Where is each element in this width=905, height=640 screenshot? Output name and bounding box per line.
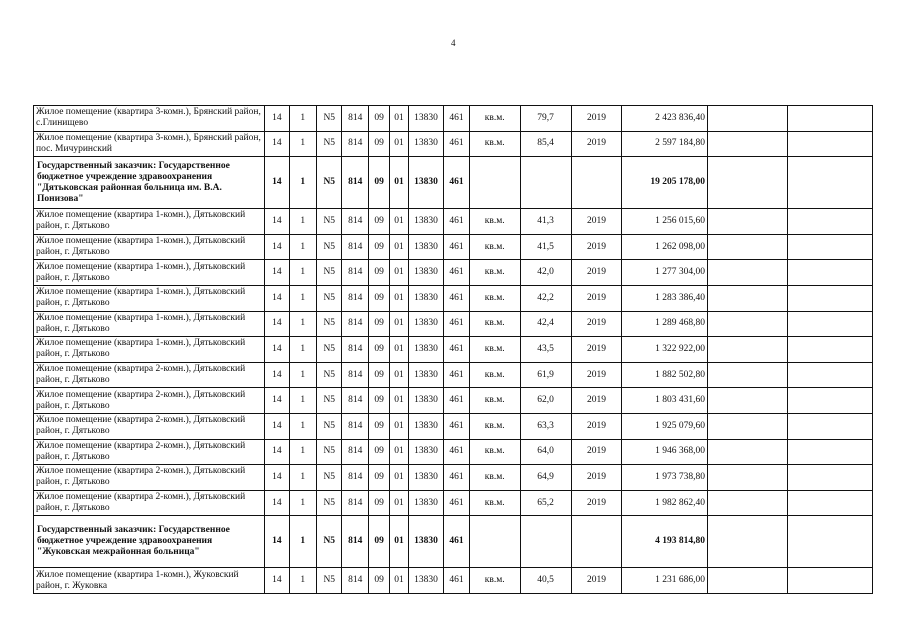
code-cell: 01	[390, 568, 408, 594]
code-cell: 14	[265, 490, 289, 516]
code-cell: 461	[444, 568, 469, 594]
year-cell: 2019	[571, 209, 622, 235]
empty-cell	[788, 465, 873, 491]
code-cell: 01	[390, 106, 408, 132]
code-cell: 461	[444, 388, 469, 414]
code-cell: 01	[390, 209, 408, 235]
empty-cell	[707, 439, 787, 465]
code-cell: 13830	[408, 362, 444, 388]
code-cell: 13830	[408, 209, 444, 235]
empty-cell	[707, 362, 787, 388]
code-cell: 1	[289, 234, 316, 260]
code-cell: 09	[368, 465, 389, 491]
table-row	[34, 465, 873, 491]
code-cell: 1	[289, 490, 316, 516]
code-cell: 461	[444, 131, 469, 157]
area-cell: 63,3	[520, 413, 571, 439]
empty-cell	[788, 234, 873, 260]
amount-cell: 19 205 178,00	[622, 157, 708, 209]
code-cell: 01	[390, 311, 408, 337]
amount-cell: 2 597 184,80	[622, 131, 708, 157]
amount-cell: 1 322 922,00	[622, 337, 708, 363]
table-row	[34, 209, 873, 235]
code-cell: 1	[289, 131, 316, 157]
row-description: Жилое помещение (квартира 1-комн.), Жуковский район, г. Жуковка	[34, 568, 265, 594]
code-cell: 09	[368, 568, 389, 594]
code-cell: 1	[289, 337, 316, 363]
empty-cell	[788, 413, 873, 439]
code-cell: 814	[342, 337, 368, 363]
code-cell: N5	[317, 568, 342, 594]
code-cell: 09	[368, 516, 389, 568]
amount-cell: 2 423 836,40	[622, 106, 708, 132]
code-cell: 13830	[408, 285, 444, 311]
code-cell: 01	[390, 490, 408, 516]
code-cell: 1	[289, 388, 316, 414]
empty-cell	[788, 439, 873, 465]
code-cell: 13830	[408, 490, 444, 516]
code-cell: 814	[342, 209, 368, 235]
code-cell: 09	[368, 311, 389, 337]
code-cell: 01	[390, 131, 408, 157]
unit-cell: кв.м.	[469, 490, 520, 516]
code-cell: 14	[265, 285, 289, 311]
area-cell	[520, 157, 571, 209]
unit-cell: кв.м.	[469, 465, 520, 491]
empty-cell	[707, 465, 787, 491]
code-cell: 09	[368, 439, 389, 465]
table-row	[34, 388, 873, 414]
code-cell: 01	[390, 157, 408, 209]
code-cell: 14	[265, 131, 289, 157]
code-cell: 814	[342, 490, 368, 516]
unit-cell: кв.м.	[469, 388, 520, 414]
code-cell: 09	[368, 337, 389, 363]
table-row	[34, 362, 873, 388]
row-description: Жилое помещение (квартира 1-комн.), Дятьковский район, г. Дятьково	[34, 285, 265, 311]
code-cell: 14	[265, 311, 289, 337]
code-cell: 1	[289, 260, 316, 286]
page-number: 4	[451, 38, 456, 48]
code-cell: 14	[265, 388, 289, 414]
row-description: Жилое помещение (квартира 3-комн.), Брянский район, пос. Мичуринский	[34, 131, 265, 157]
code-cell: 814	[342, 311, 368, 337]
area-cell: 61,9	[520, 362, 571, 388]
code-cell: 01	[390, 413, 408, 439]
code-cell: 13830	[408, 234, 444, 260]
code-cell: 01	[390, 439, 408, 465]
empty-cell	[788, 388, 873, 414]
unit-cell: кв.м.	[469, 439, 520, 465]
code-cell: 1	[289, 157, 316, 209]
code-cell: N5	[317, 465, 342, 491]
empty-cell	[707, 413, 787, 439]
unit-cell: кв.м.	[469, 337, 520, 363]
customer-group-row	[34, 157, 873, 209]
empty-cell	[707, 568, 787, 594]
row-description: Жилое помещение (квартира 2-комн.), Дятьковский район, г. Дятьково	[34, 388, 265, 414]
empty-cell	[707, 337, 787, 363]
unit-cell: кв.м.	[469, 260, 520, 286]
year-cell: 2019	[571, 337, 622, 363]
code-cell: 01	[390, 516, 408, 568]
amount-cell: 1 231 686,00	[622, 568, 708, 594]
year-cell: 2019	[571, 106, 622, 132]
area-cell: 64,0	[520, 439, 571, 465]
table-row	[34, 490, 873, 516]
amount-cell: 1 283 386,40	[622, 285, 708, 311]
year-cell: 2019	[571, 131, 622, 157]
code-cell: 461	[444, 106, 469, 132]
code-cell: 13830	[408, 388, 444, 414]
area-cell	[520, 516, 571, 568]
code-cell: N5	[317, 157, 342, 209]
code-cell: N5	[317, 337, 342, 363]
empty-cell	[707, 388, 787, 414]
code-cell: 14	[265, 337, 289, 363]
code-cell: 09	[368, 106, 389, 132]
table-row	[34, 311, 873, 337]
area-cell: 62,0	[520, 388, 571, 414]
code-cell: 13830	[408, 106, 444, 132]
row-description: Жилое помещение (квартира 1-комн.), Дятьковский район, г. Дятьково	[34, 234, 265, 260]
table-row	[34, 568, 873, 594]
code-cell: 13830	[408, 516, 444, 568]
unit-cell	[469, 516, 520, 568]
code-cell: 1	[289, 311, 316, 337]
area-cell: 41,5	[520, 234, 571, 260]
year-cell	[571, 157, 622, 209]
code-cell: 814	[342, 568, 368, 594]
code-cell: 01	[390, 337, 408, 363]
area-cell: 40,5	[520, 568, 571, 594]
code-cell: 01	[390, 234, 408, 260]
amount-cell: 1 946 368,00	[622, 439, 708, 465]
table-row	[34, 106, 873, 132]
code-cell: 14	[265, 439, 289, 465]
year-cell: 2019	[571, 568, 622, 594]
row-description: Жилое помещение (квартира 2-комн.), Дятьковский район, г. Дятьково	[34, 439, 265, 465]
row-description: Жилое помещение (квартира 1-комн.), Дятьковский район, г. Дятьково	[34, 337, 265, 363]
empty-cell	[788, 131, 873, 157]
code-cell: 461	[444, 439, 469, 465]
code-cell: 14	[265, 157, 289, 209]
empty-cell	[788, 106, 873, 132]
amount-cell: 4 193 814,80	[622, 516, 708, 568]
code-cell: 09	[368, 413, 389, 439]
code-cell: 814	[342, 362, 368, 388]
area-cell: 79,7	[520, 106, 571, 132]
budget-table	[33, 105, 873, 594]
table-row	[34, 234, 873, 260]
year-cell: 2019	[571, 413, 622, 439]
empty-cell	[707, 516, 787, 568]
year-cell: 2019	[571, 311, 622, 337]
code-cell: 13830	[408, 337, 444, 363]
empty-cell	[707, 311, 787, 337]
unit-cell: кв.м.	[469, 285, 520, 311]
code-cell: 14	[265, 234, 289, 260]
code-cell: 814	[342, 131, 368, 157]
empty-cell	[707, 285, 787, 311]
unit-cell: кв.м.	[469, 131, 520, 157]
empty-cell	[788, 157, 873, 209]
area-cell: 85,4	[520, 131, 571, 157]
amount-cell: 1 973 738,80	[622, 465, 708, 491]
empty-cell	[707, 131, 787, 157]
code-cell: 461	[444, 260, 469, 286]
code-cell: 13830	[408, 260, 444, 286]
year-cell: 2019	[571, 490, 622, 516]
code-cell: 13830	[408, 413, 444, 439]
area-cell: 64,9	[520, 465, 571, 491]
code-cell: 14	[265, 260, 289, 286]
row-description: Государственный заказчик: Государственное бюджетное учреждение здравоохранения "Дятьковская районная больница им. В.А. Понизова"	[34, 157, 265, 209]
unit-cell: кв.м.	[469, 362, 520, 388]
unit-cell: кв.м.	[469, 568, 520, 594]
code-cell: 13830	[408, 311, 444, 337]
year-cell: 2019	[571, 362, 622, 388]
code-cell: N5	[317, 362, 342, 388]
empty-cell	[788, 260, 873, 286]
code-cell: 09	[368, 131, 389, 157]
code-cell: 1	[289, 106, 316, 132]
code-cell: 1	[289, 209, 316, 235]
year-cell: 2019	[571, 388, 622, 414]
code-cell: 461	[444, 234, 469, 260]
amount-cell: 1 256 015,60	[622, 209, 708, 235]
table-row	[34, 285, 873, 311]
year-cell: 2019	[571, 465, 622, 491]
area-cell: 41,3	[520, 209, 571, 235]
code-cell: 09	[368, 388, 389, 414]
row-description: Жилое помещение (квартира 2-комн.), Дятьковский район, г. Дятьково	[34, 362, 265, 388]
code-cell: 14	[265, 106, 289, 132]
code-cell: 461	[444, 362, 469, 388]
code-cell: 1	[289, 285, 316, 311]
code-cell: 09	[368, 157, 389, 209]
code-cell: 814	[342, 413, 368, 439]
area-cell: 43,5	[520, 337, 571, 363]
amount-cell: 1 982 862,40	[622, 490, 708, 516]
empty-cell	[788, 285, 873, 311]
empty-cell	[707, 260, 787, 286]
code-cell: 461	[444, 157, 469, 209]
empty-cell	[788, 362, 873, 388]
table-row	[34, 337, 873, 363]
customer-group-row	[34, 516, 873, 568]
area-cell: 65,2	[520, 490, 571, 516]
code-cell: 01	[390, 388, 408, 414]
table-row	[34, 131, 873, 157]
code-cell: N5	[317, 285, 342, 311]
empty-cell	[707, 209, 787, 235]
area-cell: 42,4	[520, 311, 571, 337]
amount-cell: 1 277 304,00	[622, 260, 708, 286]
amount-cell: 1 803 431,60	[622, 388, 708, 414]
code-cell: N5	[317, 234, 342, 260]
code-cell: N5	[317, 413, 342, 439]
code-cell: 814	[342, 285, 368, 311]
empty-cell	[788, 311, 873, 337]
amount-cell: 1 925 079,60	[622, 413, 708, 439]
code-cell: 14	[265, 516, 289, 568]
row-description: Жилое помещение (квартира 2-комн.), Дятьковский район, г. Дятьково	[34, 465, 265, 491]
code-cell: 01	[390, 362, 408, 388]
table-row	[34, 413, 873, 439]
code-cell: N5	[317, 131, 342, 157]
code-cell: 814	[342, 234, 368, 260]
year-cell: 2019	[571, 285, 622, 311]
empty-cell	[788, 568, 873, 594]
year-cell: 2019	[571, 234, 622, 260]
amount-cell: 1 262 098,00	[622, 234, 708, 260]
row-description: Жилое помещение (квартира 1-комн.), Дятьковский район, г. Дятьково	[34, 209, 265, 235]
code-cell: 13830	[408, 465, 444, 491]
code-cell: 09	[368, 490, 389, 516]
code-cell: 461	[444, 337, 469, 363]
code-cell: 09	[368, 362, 389, 388]
empty-cell	[788, 490, 873, 516]
code-cell: 01	[390, 465, 408, 491]
code-cell: N5	[317, 260, 342, 286]
unit-cell: кв.м.	[469, 311, 520, 337]
code-cell: N5	[317, 516, 342, 568]
empty-cell	[707, 490, 787, 516]
area-cell: 42,2	[520, 285, 571, 311]
code-cell: 14	[265, 362, 289, 388]
unit-cell: кв.м.	[469, 234, 520, 260]
unit-cell	[469, 157, 520, 209]
empty-cell	[788, 337, 873, 363]
code-cell: 09	[368, 285, 389, 311]
year-cell	[571, 516, 622, 568]
row-description: Жилое помещение (квартира 2-комн.), Дятьковский район, г. Дятьково	[34, 413, 265, 439]
empty-cell	[707, 106, 787, 132]
unit-cell: кв.м.	[469, 209, 520, 235]
code-cell: 01	[390, 285, 408, 311]
table-body	[34, 106, 873, 594]
code-cell: N5	[317, 388, 342, 414]
code-cell: N5	[317, 106, 342, 132]
row-description: Жилое помещение (квартира 1-комн.), Дятьковский район, г. Дятьково	[34, 311, 265, 337]
row-description: Государственный заказчик: Государственное бюджетное учреждение здравоохранения "Жуковская межрайонная больница"	[34, 516, 265, 568]
code-cell: 814	[342, 157, 368, 209]
code-cell: 1	[289, 362, 316, 388]
code-cell: 01	[390, 260, 408, 286]
code-cell: 14	[265, 209, 289, 235]
row-description: Жилое помещение (квартира 2-комн.), Дятьковский район, г. Дятьково	[34, 490, 265, 516]
table-row	[34, 260, 873, 286]
year-cell: 2019	[571, 439, 622, 465]
code-cell: 09	[368, 234, 389, 260]
empty-cell	[788, 209, 873, 235]
code-cell: 14	[265, 413, 289, 439]
code-cell: 14	[265, 568, 289, 594]
amount-cell: 1 289 468,80	[622, 311, 708, 337]
empty-cell	[788, 516, 873, 568]
year-cell: 2019	[571, 260, 622, 286]
code-cell: 461	[444, 516, 469, 568]
code-cell: 13830	[408, 157, 444, 209]
code-cell: 461	[444, 209, 469, 235]
code-cell: 461	[444, 285, 469, 311]
empty-cell	[707, 234, 787, 260]
code-cell: 1	[289, 465, 316, 491]
table-row	[34, 439, 873, 465]
code-cell: 1	[289, 516, 316, 568]
row-description: Жилое помещение (квартира 1-комн.), Дятьковский район, г. Дятьково	[34, 260, 265, 286]
code-cell: 13830	[408, 568, 444, 594]
code-cell: N5	[317, 439, 342, 465]
amount-cell: 1 882 502,80	[622, 362, 708, 388]
code-cell: 1	[289, 439, 316, 465]
code-cell: 814	[342, 260, 368, 286]
code-cell: 13830	[408, 439, 444, 465]
code-cell: 814	[342, 439, 368, 465]
unit-cell: кв.м.	[469, 413, 520, 439]
code-cell: 814	[342, 106, 368, 132]
code-cell: 461	[444, 490, 469, 516]
code-cell: 09	[368, 260, 389, 286]
code-cell: N5	[317, 209, 342, 235]
code-cell: 814	[342, 516, 368, 568]
code-cell: N5	[317, 311, 342, 337]
code-cell: N5	[317, 490, 342, 516]
code-cell: 814	[342, 388, 368, 414]
code-cell: 13830	[408, 131, 444, 157]
code-cell: 814	[342, 465, 368, 491]
area-cell: 42,0	[520, 260, 571, 286]
code-cell: 461	[444, 311, 469, 337]
empty-cell	[707, 157, 787, 209]
code-cell: 461	[444, 465, 469, 491]
code-cell: 1	[289, 413, 316, 439]
code-cell: 14	[265, 465, 289, 491]
code-cell: 461	[444, 413, 469, 439]
unit-cell: кв.м.	[469, 106, 520, 132]
row-description: Жилое помещение (квартира 3-комн.), Брянский район, с.Глинищево	[34, 106, 265, 132]
code-cell: 09	[368, 209, 389, 235]
code-cell: 1	[289, 568, 316, 594]
